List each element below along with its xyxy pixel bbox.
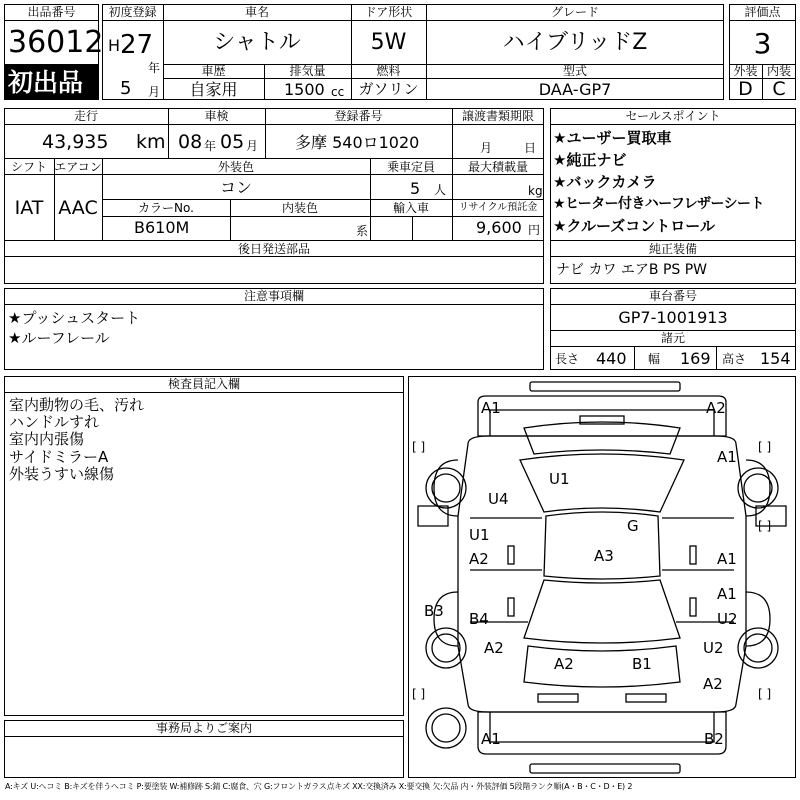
recycle: 9,600: [476, 218, 522, 237]
damage-mark: U2: [703, 639, 724, 657]
sales-item: ★バックカメラ: [553, 173, 657, 191]
damage-mark: A1: [717, 448, 737, 466]
cap-unit: 人: [434, 183, 447, 197]
reg-month: 5: [120, 78, 132, 99]
damage-mark: A1: [481, 730, 501, 748]
damage-mark: A2: [554, 655, 574, 673]
note-item: ★ルーフレール: [8, 329, 110, 347]
shift: IAT: [14, 197, 44, 219]
history: 自家用: [189, 80, 238, 99]
name-label: 車名: [244, 5, 269, 19]
disp-unit: cc: [331, 85, 345, 99]
model: DAA-GP7: [538, 80, 612, 99]
model-label: 型式: [562, 64, 587, 78]
damage-mark: U4: [488, 490, 509, 508]
mileage: 43,935: [42, 131, 109, 153]
displacement: 1500: [284, 80, 325, 99]
capacity: 5: [410, 179, 421, 198]
load-label: 最大積載量: [467, 160, 528, 174]
damage-mark: A1: [481, 399, 501, 417]
docs-day-unit: 日: [524, 141, 537, 155]
equip: ナビ カワ エアB PS PW: [556, 262, 708, 278]
inspector-line: ハンドルすれ: [9, 413, 100, 431]
recycle-label: リサイクル預託金: [458, 202, 538, 213]
bracket-left-lower: [ ]: [412, 687, 426, 701]
office-label: 事務局よりご案内: [155, 721, 252, 735]
equip-label: 純正装備: [648, 242, 697, 256]
dims-label: 諸元: [660, 331, 685, 345]
docs-label: 譲渡書類期限: [461, 109, 534, 123]
docs-month-unit: 月: [480, 141, 493, 155]
regno: 多摩 540ロ1020: [295, 133, 420, 152]
import-label: 輸入車: [392, 201, 429, 215]
damage-mark: U2: [717, 610, 738, 628]
sales-item: ★ユーザー買取車: [553, 129, 672, 147]
first-listing-text: 初出品: [8, 68, 84, 97]
damage-mark: A2: [484, 639, 504, 657]
fuel-label: 燃料: [376, 64, 401, 78]
score-label: 評価点: [744, 5, 781, 19]
sales-label: セールスポイント: [625, 109, 721, 123]
score: 3: [753, 27, 772, 60]
lot-label: 出品番号: [27, 5, 76, 19]
inspector-label: 検査員記入欄: [167, 377, 240, 391]
hgt-label: 高さ: [722, 352, 747, 366]
history-label: 車歴: [201, 64, 226, 78]
width: 169: [680, 349, 711, 368]
height: 154: [760, 349, 791, 368]
insp-month: 05: [220, 131, 245, 153]
damage-mark: A3: [594, 547, 614, 565]
year-unit: 年: [148, 61, 161, 75]
damage-mark: U1: [549, 470, 570, 488]
ext-color-label: 外装色: [217, 160, 254, 174]
bracket-right-lower: [ ]: [758, 687, 772, 701]
mileage-label: 走行: [73, 109, 98, 123]
ext-label: 外装: [733, 64, 758, 78]
recycle-unit: 円: [528, 223, 541, 237]
int-label: 内装: [766, 64, 791, 78]
ac: AAC: [58, 197, 98, 219]
ext-grade: D: [738, 78, 753, 100]
damage-mark: B4: [469, 610, 489, 628]
disp-label: 排気量: [289, 64, 326, 78]
ac-label: エアコン: [54, 160, 102, 174]
ext-color: コン: [219, 178, 252, 197]
inspector-line: サイドミラーA: [9, 448, 109, 466]
insp-year-unit: 年: [204, 139, 217, 153]
sales-item: ★ヒーター付きハーフレザーシート: [553, 196, 764, 212]
int-color-unit: 系: [356, 224, 369, 238]
notes-label: 注意事項欄: [243, 289, 304, 303]
cap-label: 乗車定員: [386, 160, 435, 174]
mileage-unit: km: [136, 131, 166, 153]
inspector-line: 外装うすい線傷: [9, 465, 115, 483]
fuel: ガソリン: [358, 80, 419, 98]
legend: A:キズ U:ヘコミ B:キズを伴うヘコミ P:要塗装 W:補修跡 S:錆 C:腐食、穴 G:フロントガラス点キズ XX:交換済み X:要交換 欠:欠品 内・外装評価 5段階ランク順(A・B・C・D・E) 2: [5, 782, 633, 791]
regno-label: 登録番号: [334, 109, 383, 123]
insp-month-unit: 月: [246, 139, 259, 153]
damage-mark: B1: [632, 655, 652, 673]
note-item: ★プッシュスタート: [8, 309, 141, 327]
inspection-label: 車検: [204, 109, 229, 123]
era: H: [108, 36, 121, 55]
grade-label: グレード: [550, 5, 599, 19]
door-label: ドア形状: [364, 5, 413, 19]
grade: ハイブリッドZ: [502, 30, 648, 55]
doors: 5W: [370, 30, 407, 55]
bracket-right: [ ]: [758, 440, 772, 454]
damage-mark: A2: [706, 399, 726, 417]
damage-mark: B2: [704, 730, 724, 748]
bracket-right-mid: [ ]: [758, 519, 772, 533]
reg-label: 初度登録: [108, 5, 157, 19]
lot-number: 36012: [8, 25, 104, 60]
chassis-number: GP7-1001913: [618, 308, 728, 327]
int-color-label: 内装色: [281, 201, 318, 215]
damage-mark: A2: [469, 550, 489, 568]
later-label: 後日発送部品: [237, 242, 310, 256]
car-diagram: [408, 376, 796, 778]
shift-label: シフト: [10, 160, 47, 174]
load-unit: kg: [528, 184, 543, 198]
len-label: 長さ: [555, 352, 580, 366]
chassis-label: 車台番号: [648, 289, 697, 303]
month-unit: 月: [148, 85, 161, 99]
damage-mark: A2: [703, 675, 723, 693]
insp-year: 08: [178, 131, 203, 153]
sales-item: ★純正ナビ: [553, 151, 627, 169]
damage-mark: U1: [469, 526, 490, 544]
damage-mark: B3: [424, 602, 444, 620]
damage-mark: A1: [717, 550, 737, 568]
car-name: シャトル: [213, 30, 301, 55]
damage-mark: A1: [717, 585, 737, 603]
reg-year: 27: [120, 30, 154, 60]
bracket-left: [ ]: [412, 440, 426, 454]
wid-label: 幅: [648, 352, 661, 366]
sales-item: ★クルーズコントロール: [553, 217, 715, 235]
damage-mark: G: [627, 517, 639, 535]
color-no: B610M: [134, 218, 190, 237]
int-grade: C: [772, 78, 786, 100]
inspector-line: 室内動物の毛、汚れ: [9, 396, 145, 414]
length: 440: [596, 349, 627, 368]
colorno-label: カラーNo.: [138, 201, 194, 215]
inspector-line: 室内内張傷: [9, 430, 85, 448]
